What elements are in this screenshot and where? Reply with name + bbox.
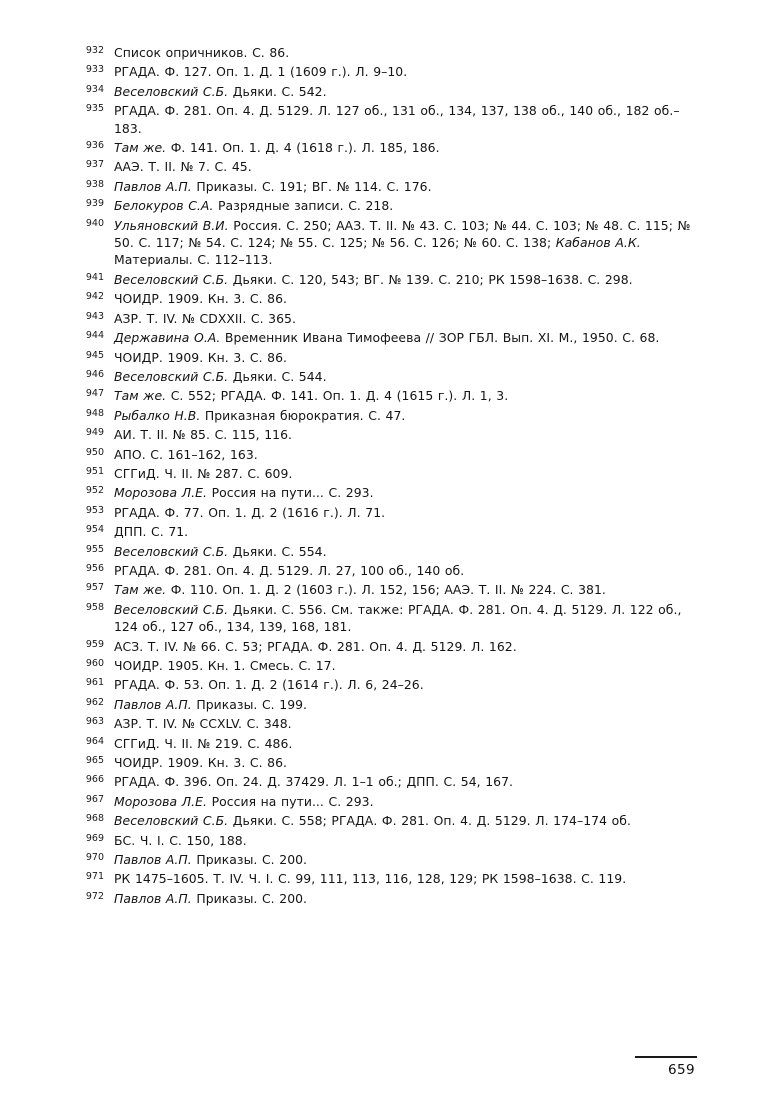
- endnote-text: Белокуров С.А. Разрядные записи. С. 218.: [114, 198, 394, 214]
- endnote-text: АИ. Т. II. № 85. С. 115, 116.: [114, 427, 293, 443]
- endnote-item: [78, 178, 697, 195]
- endnote-text: АПО. С. 161–162, 163.: [114, 446, 258, 462]
- endnote-item: [78, 368, 697, 385]
- endnote-number: 942: [85, 291, 104, 303]
- endnote-number: 956: [85, 562, 104, 574]
- endnote-text: Веселовский С.Б. Дьяки. С. 544.: [114, 368, 327, 384]
- endnote-text: Рыбалко Н.В. Приказная бюрократия. С. 47.: [114, 407, 406, 423]
- endnote-item: [78, 158, 697, 175]
- endnote-number: 963: [85, 716, 104, 728]
- endnote-number: 957: [85, 582, 104, 594]
- endnote-item: [78, 543, 697, 560]
- endnote-item: [78, 44, 697, 61]
- endnote-number: 940: [85, 217, 104, 229]
- endnote-text: Веселовский С.Б. Дьяки. С. 554.: [114, 543, 327, 559]
- endnote-text: РК 1475–1605. Т. IV. Ч. I. С. 99, 111, 113, 116, 128, 129; РК 1598–1638. С. 119.: [114, 871, 627, 887]
- endnote-text: АЗР. Т. IV. № CDXXII. С. 365.: [114, 310, 296, 326]
- endnote-number: 968: [85, 813, 104, 825]
- endnote-item: [78, 832, 697, 849]
- endnote-item: [78, 484, 697, 501]
- endnote-item: [78, 446, 697, 463]
- endnote-text: БС. Ч. I. С. 150, 188.: [114, 832, 247, 848]
- endnote-item: [78, 465, 697, 482]
- endnote-author: Веселовский С.Б.: [114, 368, 229, 384]
- endnote-text: Веселовский С.Б. Дьяки. С. 556. См. также: РГАДА. Ф. 281. Оп. 4. Д. 5129. Л. 122 об., 124 об., 127 об., 134, 139, 168, 181.: [114, 601, 682, 635]
- endnote-text: Павлов А.П. Приказы. С. 199.: [114, 696, 308, 712]
- endnote-text: РГАДА. Ф. 396. Оп. 24. Д. 37429. Л. 1–1 об.; ДПП. С. 54, 167.: [114, 774, 514, 790]
- endnote-text: РГАДА. Ф. 53. Оп. 1. Д. 2 (1614 г.). Л. 6, 24–26.: [114, 677, 424, 693]
- endnote-text: Павлов А.П. Приказы. С. 200.: [114, 890, 308, 906]
- endnote-item: [78, 870, 697, 887]
- endnote-text: Веселовский С.Б. Дьяки. С. 558; РГАДА. Ф. 281. Оп. 4. Д. 5129. Л. 174–174 об.: [114, 813, 631, 829]
- endnote-text: ЧОИДР. 1909. Кн. 3. С. 86.: [114, 349, 288, 365]
- endnote-author: Веселовский С.Б.: [114, 271, 229, 287]
- endnote-number: 949: [85, 427, 104, 439]
- endnote-item: [78, 310, 697, 327]
- endnote-number: 960: [85, 658, 104, 669]
- endnote-number: 935: [85, 103, 104, 115]
- endnote-item: [78, 271, 697, 288]
- endnote-author: Павлов А.П.: [114, 852, 192, 868]
- endnote-item: [78, 754, 697, 771]
- page-number: 659: [668, 1062, 695, 1078]
- endnote-number: 953: [85, 504, 104, 516]
- endnote-text: Там же. Ф. 110. Оп. 1. Д. 2 (1603 г.). Л. 152, 156; ААЭ. Т. II. № 224. С. 381.: [114, 582, 606, 598]
- endnote-number: 947: [85, 388, 104, 400]
- endnote-item: [78, 290, 697, 307]
- endnote-author: Павлов А.П.: [114, 178, 192, 194]
- endnote-number: 961: [85, 677, 104, 689]
- endnote-item: [78, 657, 697, 674]
- endnote-number: 966: [85, 774, 104, 786]
- endnote-text: Державина О.А. Временник Ивана Тимофеева // ЗОР ГБЛ. Вып. XI. М., 1950. С. 68.: [114, 330, 660, 346]
- endnote-author-secondary: Кабанов А.К.: [555, 235, 641, 251]
- endnote-item: [78, 676, 697, 693]
- endnote-item: [78, 426, 697, 443]
- endnote-number: 943: [85, 310, 104, 322]
- endnote-number: 936: [85, 140, 104, 152]
- endnote-author: Ульяновский В.И.: [114, 217, 229, 233]
- endnote-text: РГАДА. Ф. 281. Оп. 4. Д. 5129. Л. 27, 100 об., 140 об.: [114, 562, 465, 578]
- endnote-number: 939: [85, 198, 104, 210]
- endnote-number: 967: [85, 793, 104, 805]
- endnote-number: 964: [85, 735, 104, 747]
- endnote-author: Веселовский С.Б.: [114, 601, 229, 617]
- endnote-item: [78, 329, 697, 346]
- endnote-item: [78, 523, 697, 540]
- endnote-text: Морозова Л.Е. Россия на пути... С. 293.: [114, 485, 374, 501]
- endnote-author: Державина О.А.: [114, 330, 221, 346]
- endnote-text: РГАДА. Ф. 127. Оп. 1. Д. 1 (1609 г.). Л. 9–10.: [114, 64, 408, 80]
- endnote-item: [78, 793, 697, 810]
- endnote-number: 959: [85, 638, 104, 650]
- endnote-text: ААЭ. Т. II. № 7. С. 45.: [114, 159, 252, 175]
- endnote-number: 952: [85, 485, 104, 497]
- endnote-number: 934: [85, 83, 104, 95]
- endnote-number: 951: [85, 465, 104, 477]
- endnote-item: [78, 890, 697, 907]
- endnote-item: [78, 387, 697, 404]
- endnote-text: Там же. С. 552; РГАДА. Ф. 141. Оп. 1. Д. 4 (1615 г.). Л. 1, 3.: [114, 388, 509, 404]
- endnote-author: Морозова Л.Е.: [114, 793, 207, 809]
- endnote-number: 954: [85, 524, 104, 536]
- endnote-item: [78, 139, 697, 156]
- endnote-number: 965: [85, 755, 104, 767]
- endnote-item: [78, 581, 697, 598]
- endnote-text: Ульяновский В.И. Россия. С. 250; ААЗ. Т. II. № 43. С. 103; № 44. С. 103; № 48. С. 115; № 50. С. 117; № 54. С. 124; № 55. С. 125; № 56. С. 126; № 60. С. 138; Кабанов А.К. Материалы. С. 112–113.: [114, 217, 691, 268]
- endnote-number: 946: [85, 368, 104, 380]
- endnote-author: Веселовский С.Б.: [114, 543, 229, 559]
- endnote-item: [78, 83, 697, 100]
- endnote-text: СГГиД. Ч. II. № 287. С. 609.: [114, 465, 293, 481]
- endnote-item: [78, 773, 697, 790]
- endnote-number: 955: [85, 543, 104, 555]
- endnote-number: 948: [85, 407, 104, 419]
- endnote-author: Морозова Л.Е.: [114, 485, 207, 501]
- endnote-item: [78, 217, 697, 269]
- endnote-item: [78, 197, 697, 214]
- endnote-number: 950: [85, 446, 104, 458]
- endnote-author: Белокуров С.А.: [114, 198, 214, 214]
- endnote-number: 933: [85, 64, 104, 76]
- endnote-item: [78, 349, 697, 366]
- endnote-item: [78, 407, 697, 424]
- endnote-text: ЧОИДР. 1909. Кн. 3. С. 86.: [114, 755, 288, 771]
- endnote-text: АСЗ. Т. IV. № 66. С. 53; РГАДА. Ф. 281. Оп. 4. Д. 5129. Л. 162.: [114, 638, 517, 654]
- endnote-author: Там же.: [114, 582, 167, 598]
- endnote-item: [78, 715, 697, 732]
- endnote-author: Веселовский С.Б.: [114, 813, 229, 829]
- endnote-number: 938: [85, 178, 104, 190]
- endnote-item: [78, 735, 697, 752]
- endnotes-list: [78, 44, 697, 907]
- endnote-text: ДПП. С. 71.: [114, 524, 189, 540]
- endnote-item: [78, 504, 697, 521]
- endnote-item: [78, 562, 697, 579]
- endnote-item: [78, 601, 697, 636]
- footer-rule: [635, 1056, 697, 1058]
- endnote-text: РГАДА. Ф. 281. Оп. 4. Д. 5129. Л. 127 об., 131 об., 134, 137, 138 об., 140 об., 182 об.–183.: [114, 103, 680, 136]
- endnote-item: [78, 638, 697, 655]
- endnote-number: 972: [85, 890, 104, 902]
- endnote-number: 941: [85, 271, 104, 283]
- endnote-number: 969: [85, 832, 104, 844]
- endnote-text: Павлов А.П. Приказы. С. 200.: [114, 852, 308, 868]
- endnote-item: [78, 696, 697, 713]
- endnote-text: СГГиД. Ч. II. № 219. С. 486.: [114, 735, 293, 751]
- endnote-text: АЗР. Т. IV. № CCXLV. С. 348.: [114, 716, 292, 732]
- endnote-text: Список опричников. С. 86.: [114, 45, 290, 60]
- endnote-author: Рыбалко Н.В.: [114, 407, 201, 423]
- endnote-item: [78, 63, 697, 80]
- endnote-item: [78, 812, 697, 829]
- endnote-number: 958: [85, 601, 104, 613]
- endnote-item: [78, 851, 697, 868]
- endnote-text: Веселовский С.Б. Дьяки. С. 120, 543; ВГ. № 139. С. 210; РК 1598–1638. С. 298.: [114, 271, 633, 287]
- endnote-text: Веселовский С.Б. Дьяки. С. 542.: [114, 83, 327, 99]
- endnote-text: Павлов А.П. Приказы. С. 191; ВГ. № 114. С. 176.: [114, 178, 432, 194]
- endnote-number: 970: [85, 852, 104, 864]
- endnote-number: 962: [85, 696, 104, 708]
- endnote-number: 937: [85, 159, 104, 171]
- endnote-text: ЧОИДР. 1905. Кн. 1. Смесь. С. 17.: [114, 658, 336, 673]
- endnote-author: Там же.: [114, 140, 167, 156]
- endnote-number: 932: [85, 45, 104, 56]
- endnote-text: РГАДА. Ф. 77. Оп. 1. Д. 2 (1616 г.). Л. 71.: [114, 504, 386, 520]
- endnote-author: Веселовский С.Б.: [114, 83, 229, 99]
- endnote-text: Там же. Ф. 141. Оп. 1. Д. 4 (1618 г.). Л. 185, 186.: [114, 140, 440, 156]
- endnote-author: Павлов А.П.: [114, 890, 192, 906]
- endnote-author: Там же.: [114, 388, 167, 404]
- endnote-number: 945: [85, 349, 104, 361]
- endnote-author: Павлов А.П.: [114, 696, 192, 712]
- endnote-text: ЧОИДР. 1909. Кн. 3. С. 86.: [114, 291, 288, 307]
- endnote-number: 944: [85, 330, 104, 342]
- page-footer: [577, 1056, 697, 1078]
- endnote-text: Морозова Л.Е. Россия на пути... С. 293.: [114, 793, 374, 809]
- endnote-item: [78, 102, 697, 137]
- endnote-number: 971: [85, 871, 104, 883]
